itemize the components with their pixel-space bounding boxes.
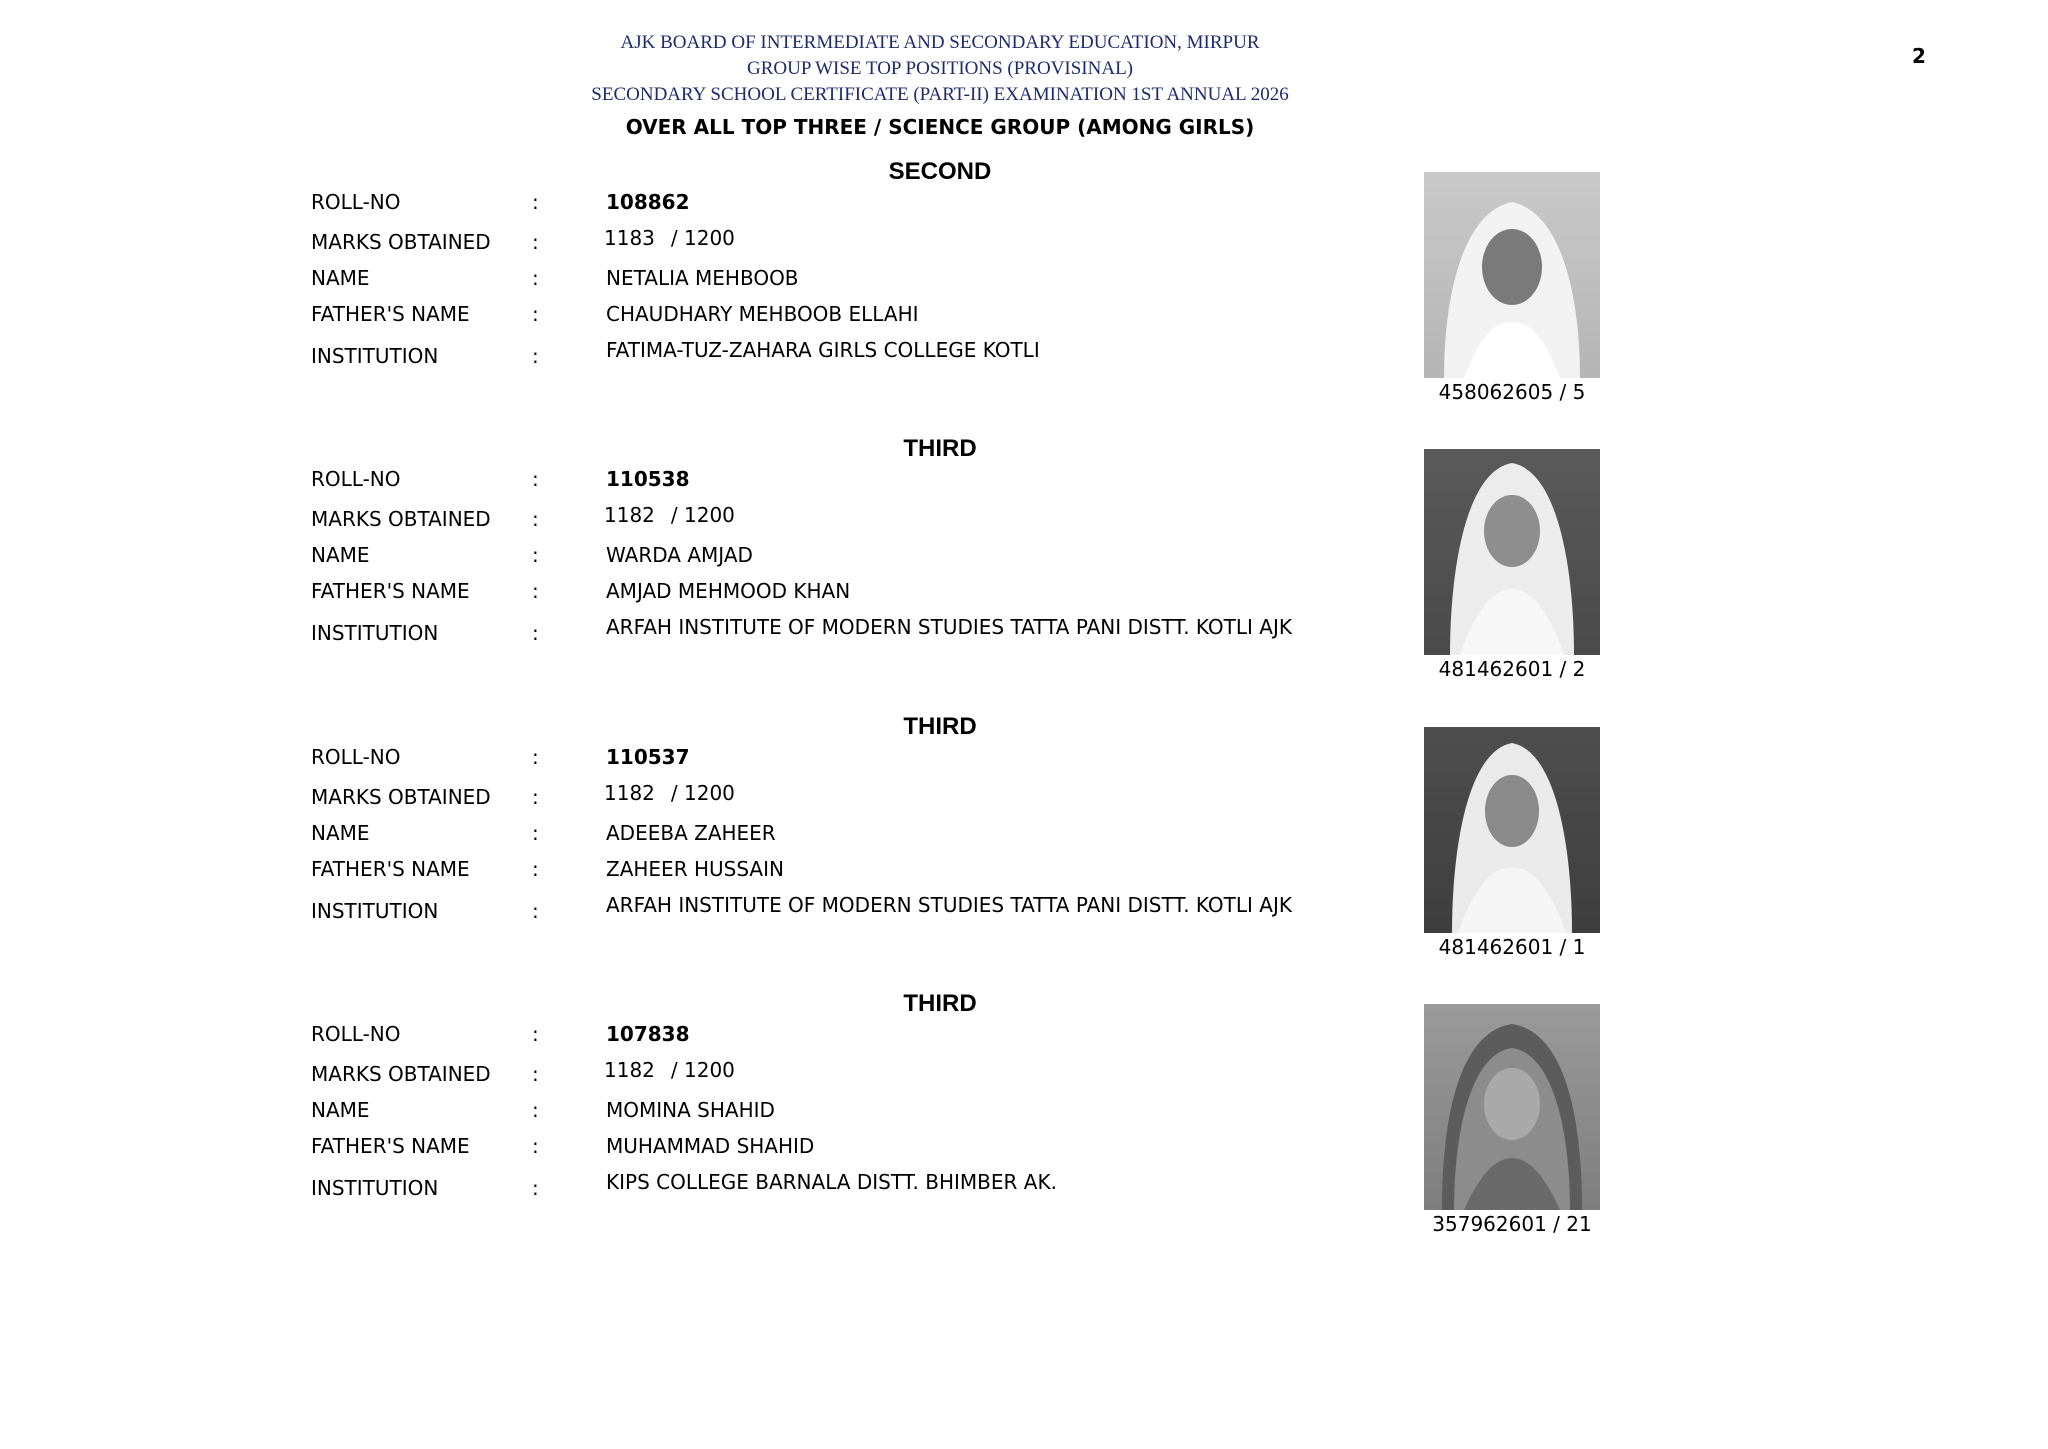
student-code: 458062605 / 5 xyxy=(1438,380,1586,404)
position-title: THIRD xyxy=(903,713,977,740)
colon: : xyxy=(532,857,539,881)
student-code: 357962601 / 21 xyxy=(1432,1212,1592,1236)
institution-value: KIPS COLLEGE BARNALA DISTT. BHIMBER AK. xyxy=(606,1170,1057,1194)
marks-label: MARKS OBTAINED xyxy=(311,785,491,809)
roll-no-label: ROLL-NO xyxy=(311,745,401,769)
student-photo xyxy=(1424,172,1600,378)
student-code: 481462601 / 2 xyxy=(1438,657,1586,681)
student-photo xyxy=(1424,727,1600,933)
institution-label: INSTITUTION xyxy=(311,621,439,645)
marks-obtained: 1183 xyxy=(604,226,655,250)
colon: : xyxy=(532,1176,539,1200)
institution-value: FATIMA-TUZ-ZAHARA GIRLS COLLEGE KOTLI xyxy=(606,338,1040,362)
marks-total: / 1200 xyxy=(670,226,735,250)
colon: : xyxy=(532,621,539,645)
colon: : xyxy=(532,266,539,290)
colon: : xyxy=(532,1062,539,1086)
institution-value: ARFAH INSTITUTE OF MODERN STUDIES TATTA PANI DISTT. KOTLI AJK xyxy=(606,893,1292,917)
result-type-title: GROUP WISE TOP POSITIONS (PROVISINAL) xyxy=(746,58,1134,79)
marks-value xyxy=(604,503,735,527)
name-value: NETALIA MEHBOOB xyxy=(606,266,799,290)
colon: : xyxy=(532,1098,539,1122)
institution-label: INSTITUTION xyxy=(311,899,439,923)
position-title: THIRD xyxy=(903,990,977,1017)
name-label: NAME xyxy=(311,821,370,845)
marks-label: MARKS OBTAINED xyxy=(311,230,491,254)
father-value: ZAHEER HUSSAIN xyxy=(606,857,784,881)
marks-total: / 1200 xyxy=(670,503,735,527)
marks-value xyxy=(604,781,735,805)
position-entry xyxy=(0,435,2048,713)
roll-no-label: ROLL-NO xyxy=(311,1022,401,1046)
marks-label: MARKS OBTAINED xyxy=(311,1062,491,1086)
student-photo xyxy=(1424,1004,1600,1210)
marks-total: / 1200 xyxy=(670,781,735,805)
name-value: WARDA AMJAD xyxy=(606,543,753,567)
colon: : xyxy=(532,785,539,809)
board-title: AJK BOARD OF INTERMEDIATE AND SECONDARY EDUCATION, MIRPUR xyxy=(620,32,1260,53)
name-label: NAME xyxy=(311,543,370,567)
father-label: FATHER'S NAME xyxy=(311,1134,470,1158)
institution-label: INSTITUTION xyxy=(311,344,439,368)
marks-label: MARKS OBTAINED xyxy=(311,507,491,531)
marks-obtained: 1182 xyxy=(604,1058,655,1082)
institution-label: INSTITUTION xyxy=(311,1176,439,1200)
marks-value xyxy=(604,226,735,250)
position-entry xyxy=(0,158,2048,436)
name-label: NAME xyxy=(311,1098,370,1122)
student-photo xyxy=(1424,449,1600,655)
father-label: FATHER'S NAME xyxy=(311,579,470,603)
marks-total: / 1200 xyxy=(670,1058,735,1082)
roll-no-value: 110538 xyxy=(606,467,690,491)
name-value: ADEEBA ZAHEER xyxy=(606,821,776,845)
colon: : xyxy=(532,579,539,603)
marks-obtained: 1182 xyxy=(604,781,655,805)
marks-obtained: 1182 xyxy=(604,503,655,527)
roll-no-value: 108862 xyxy=(606,190,690,214)
name-label: NAME xyxy=(311,266,370,290)
colon: : xyxy=(532,467,539,491)
student-code: 481462601 / 1 xyxy=(1438,935,1586,959)
colon: : xyxy=(532,230,539,254)
roll-no-value: 107838 xyxy=(606,1022,690,1046)
father-label: FATHER'S NAME xyxy=(311,857,470,881)
colon: : xyxy=(532,745,539,769)
colon: : xyxy=(532,344,539,368)
position-title: THIRD xyxy=(903,435,977,462)
exam-title: SECONDARY SCHOOL CERTIFICATE (PART-II) EXAMINATION 1ST ANNUAL 2026 xyxy=(591,84,1289,105)
position-entry xyxy=(0,990,2048,1268)
marks-value xyxy=(604,1058,735,1082)
colon: : xyxy=(532,190,539,214)
colon: : xyxy=(532,543,539,567)
roll-no-value: 110537 xyxy=(606,745,690,769)
institution-value: ARFAH INSTITUTE OF MODERN STUDIES TATTA PANI DISTT. KOTLI AJK xyxy=(606,615,1292,639)
colon: : xyxy=(532,821,539,845)
father-value: CHAUDHARY MEHBOOB ELLAHI xyxy=(606,302,919,326)
father-label: FATHER'S NAME xyxy=(311,302,470,326)
page-number: 2 xyxy=(1912,44,1926,68)
name-value: MOMINA SHAHID xyxy=(606,1098,775,1122)
group-subtitle: OVER ALL TOP THREE / SCIENCE GROUP (AMONG GIRLS) xyxy=(625,115,1255,139)
roll-no-label: ROLL-NO xyxy=(311,467,401,491)
colon: : xyxy=(532,1134,539,1158)
father-value: MUHAMMAD SHAHID xyxy=(606,1134,815,1158)
colon: : xyxy=(532,507,539,531)
position-entry xyxy=(0,713,2048,991)
colon: : xyxy=(532,899,539,923)
colon: : xyxy=(532,302,539,326)
document-header xyxy=(0,30,1880,108)
colon: : xyxy=(532,1022,539,1046)
father-value: AMJAD MEHMOOD KHAN xyxy=(606,579,851,603)
position-title: SECOND xyxy=(888,158,992,185)
roll-no-label: ROLL-NO xyxy=(311,190,401,214)
